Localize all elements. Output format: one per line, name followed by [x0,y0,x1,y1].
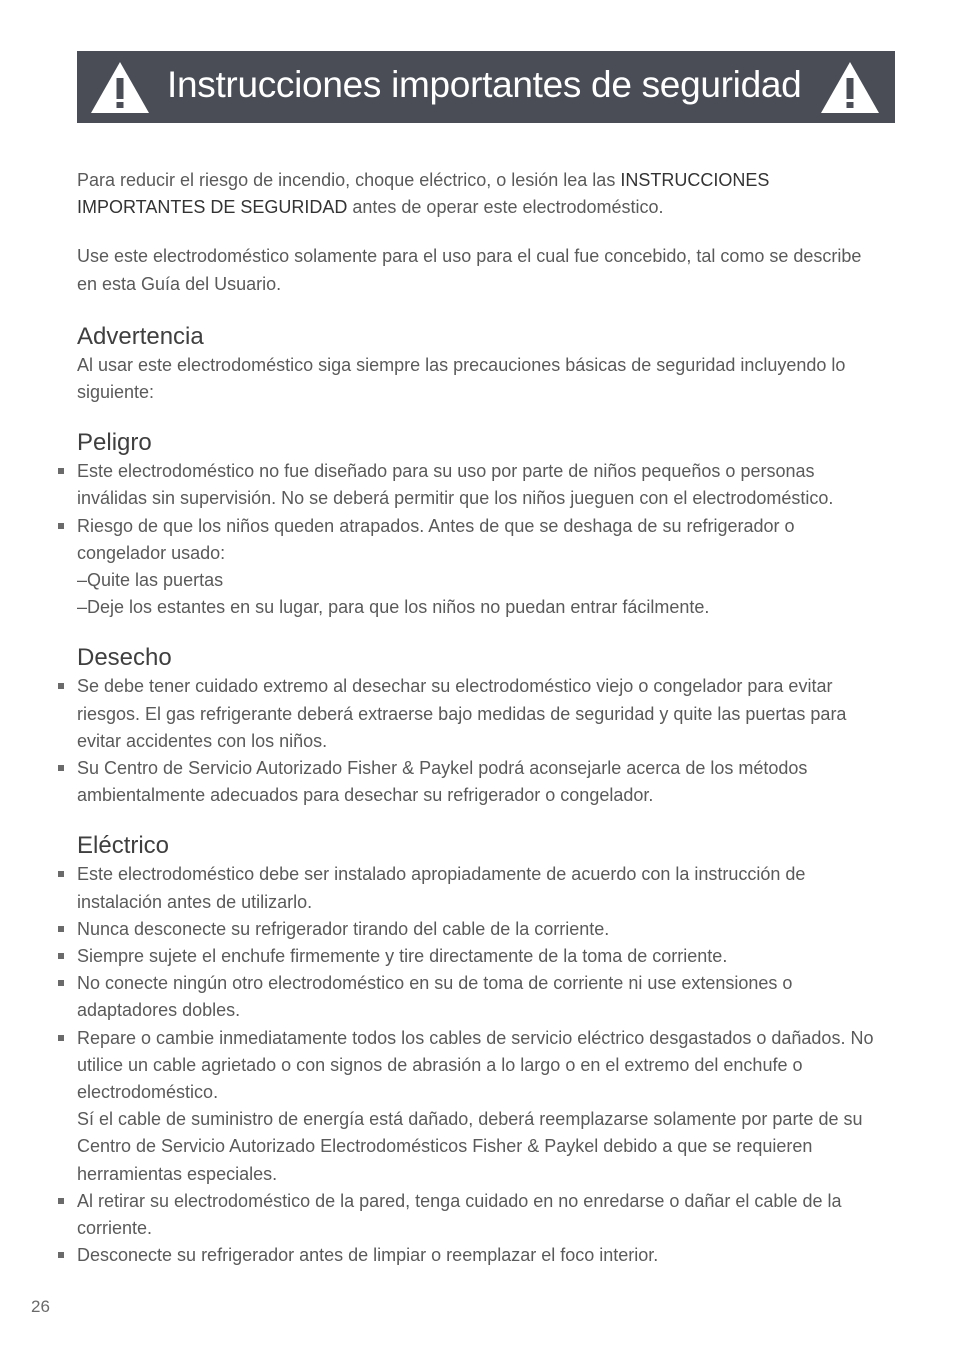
list-item-text: Siempre sujete el enchufe firmemente y tire directamente de la toma de corriente. [77,946,728,967]
list-item-text: Riesgo de que los niños queden atrapados. Antes de que se deshaga de su refrigerador o congelador usado: [77,515,795,563]
bullet-square-icon [58,523,64,529]
bullet-square-icon [58,468,64,474]
list-item [77,943,885,970]
section-text: Al usar este electrodoméstico siga siempre las precauciones básicas de seguridad incluyendo lo siguiente: [77,354,846,403]
intro-text: antes de operar este electrodoméstico. [347,197,664,218]
list-item-subtext: –Deje los estantes en su lugar, para que los niños no puedan entrar fácilmente. [77,597,710,618]
intro-text: Para reducir el riesgo de incendio, choque eléctrico, o lesión lea las [77,170,621,190]
list-item [77,458,885,512]
list-item-text: Nunca desconecte su refrigerador tirando del cable de la corriente. [77,918,610,939]
list-item-text: Su Centro de Servicio Autorizado Fisher & Paykel podrá aconsejarle acerca de los métodos ambientalmente adecuados para desechar su refrigerador o congelador. [77,758,808,806]
page-number: 26 [31,1297,50,1316]
intro-paragraph-2: Use este electrodoméstico solamente para el uso para el cual fue concebido, tal como se describe en esta Guía del Usuario. [77,246,862,294]
section-desecho [77,643,885,809]
list-item-subtext: Sí el cable de suministro de energía está dañado, deberá reemplazarse solamente por parte de su Centro de Servicio Autorizado Electrodomésticos Fisher & Paykel debido a que se requieren herramientas especiales. [77,1109,863,1184]
list-item-text: Repare o cambie inmediatamente todos los cables de servicio eléctrico desgastados o dañados. No utilice un cable agrietado o con signos de abrasión a lo largo o en el extremo del enchufe o electrodoméstico. [77,1027,874,1103]
bullet-square-icon [58,765,64,771]
list-item-subtext: –Quite las puertas [77,570,224,591]
list-item-text: No conecte ningún otro electrodoméstico en su de toma de corriente ni use extensiones o adaptadores dobles. [77,973,793,1021]
list-item [77,1242,885,1269]
section-heading: Eléctrico [77,832,170,860]
bullet-square-icon [58,926,64,932]
bullet-list [77,458,885,621]
bullet-square-icon [58,1252,64,1258]
section-heading: Peligro [77,429,152,457]
bullet-list [77,861,885,1269]
list-item [77,970,885,1024]
title-banner [77,51,895,123]
section-peligro [77,428,885,621]
emphasis-text: INSTRUCCIONES IMPORTANTES DE SEGURIDAD [77,170,770,218]
list-item [77,755,885,809]
bullet-square-icon [58,1035,64,1041]
section-advertencia [77,322,885,406]
bullet-square-icon [58,683,64,689]
warning-triangle-icon [819,59,881,115]
list-item [77,1025,885,1188]
list-item [77,673,885,755]
list-item-text: Este electrodoméstico no fue diseñado para su uso por parte de niños pequeños o personas inválidas sin supervisión. No se deberá permitir que los niños jueguen con el electrodoméstico. [77,461,834,509]
document-body [77,167,885,1270]
intro-paragraph-1 [77,167,885,221]
list-item [77,513,885,622]
list-item-text: Al retirar su electrodoméstico de la pared, tenga cuidado en no enredarse o dañar el cable de la corriente. [77,1190,842,1239]
list-item-text: Desconecte su refrigerador antes de limpiar o reemplazar el foco interior. [77,1245,659,1266]
bullet-square-icon [58,871,64,877]
bullet-square-icon [58,980,64,986]
page-title: Instrucciones importantes de seguridad [167,64,802,105]
list-item-text: Se debe tener cuidado extremo al desechar su electrodoméstico viejo o congelador para evitar riesgos. El gas refrigerante deberá extraerse bajo medidas de seguridad y quite las puertas para evitar accidentes con los niños. [77,676,847,751]
bullet-square-icon [58,1198,64,1204]
section-heading: Advertencia [77,322,204,350]
warning-triangle-icon [89,59,151,115]
list-item [77,1188,885,1242]
section-electrico [77,831,885,1269]
bullet-square-icon [58,953,64,959]
bullet-list [77,673,885,809]
section-heading: Desecho [77,644,172,672]
list-item [77,916,885,943]
list-item-text: Este electrodoméstico debe ser instalado apropiadamente de acuerdo con la instrucción de instalación antes de utilizarlo. [77,864,806,912]
list-item [77,861,885,915]
